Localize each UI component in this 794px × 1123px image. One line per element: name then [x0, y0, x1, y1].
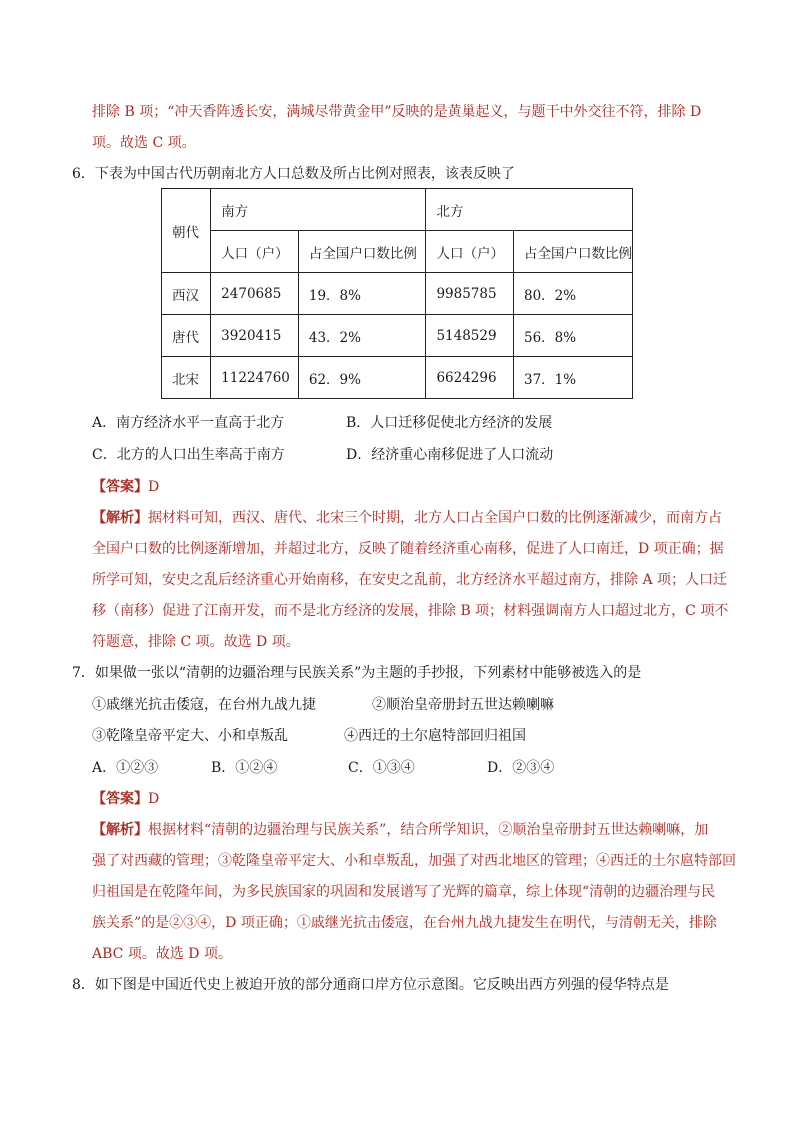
analysis-text: ABC 项。故选 D 项。 [92, 946, 232, 962]
table-cell: 唐代 [162, 315, 211, 357]
option-b: B．人口迁移促使北方经济的发展 [346, 415, 553, 431]
answer-value: D [148, 479, 160, 495]
analysis-text-segment: 根据材料“清朝的边疆治理与民族关系”，结合所学知识，②顺治皇帝册封五世达赖喇嘛，加 [148, 822, 709, 838]
option-d: D．②③④ [487, 760, 555, 776]
table-row [162, 357, 633, 399]
analysis-tag: 【解析】 [92, 510, 148, 526]
option-c: C．北方的人口出生率高于南方 [92, 447, 285, 463]
analysis-text [92, 508, 722, 528]
table-cell: 2470685 [211, 273, 299, 315]
question-8-stem: 8．如下图是中国近代史上被迫开放的部分通商口岸方位示意图。它反映出西方列强的侵华特点是 [72, 977, 669, 993]
analysis-text: 所学可知，安史之乱后经济重心开始南移，在安史之乱前，北方经济水平超过南方，排除 A 项；人口迁 [92, 572, 728, 588]
analysis-text-segment: 据材料可知，西汉、唐代、北宋三个时期，北方人口占全国户口数的比例逐渐减少，而南方占 [148, 510, 722, 526]
analysis-text-segment: 强了对西藏的管理； [92, 853, 218, 869]
question-7-stem: 7．如果做一张以“清朝的边疆治理与民族关系”为主题的手抄报，下列素材中能够被选入的是 [72, 665, 642, 681]
table-subheader-south-ratio: 占全国户口数比例 [298, 231, 426, 273]
option-a: A．①②③ [92, 760, 159, 776]
answer-value: D [148, 791, 160, 807]
analysis-text [92, 851, 736, 871]
table-header-south: 南方 [211, 189, 426, 231]
option-a: A．南方经济水平一直高于北方 [92, 415, 285, 431]
table-cell: 9985785 [426, 273, 514, 315]
table-header-north: 北方 [426, 189, 633, 231]
analysis-text: 符题意，排除 C 项。故选 D 项。 [92, 634, 300, 650]
answer-tag: 【答案】 [92, 479, 148, 495]
table-cell: 6624296 [426, 357, 514, 399]
table-cell: 3920415 [211, 315, 299, 357]
table-cell: 56．8% [514, 315, 633, 357]
material-item-3: ③乾隆皇帝平定大、小和卓叛乱 [92, 728, 288, 744]
option-b: B．①②④ [211, 760, 278, 776]
table-cell: 11224760 [211, 357, 299, 399]
analysis-text [92, 820, 708, 840]
option-c: C．①③④ [348, 760, 415, 776]
table-cell: 37．1% [514, 357, 633, 399]
analysis-text-segment: ③乾隆皇帝平定大、小和卓叛乱，加强了对西北地区的管理；④西迁的土尔扈特部回 [218, 853, 736, 869]
analysis-text: 全国户口数的比例逐渐增加，并超过北方，反映了随着经济重心南移，促进了人口南迁，D 项正确；据 [92, 541, 724, 557]
table-header-dynasty: 朝代 [162, 189, 211, 273]
analysis-text-segment: 族关系”的是②③④，D 项正确； [92, 915, 297, 931]
table-cell: 62．9% [298, 357, 426, 399]
material-item-2: ②顺治皇帝册封五世达赖喇嘛 [372, 697, 554, 713]
table-subheader-north-pop: 人口（户） [426, 231, 514, 273]
analysis-text: 项。故选 C 项。 [92, 135, 196, 151]
table-row [162, 315, 633, 357]
analysis-text [92, 913, 717, 933]
table-cell: 北宋 [162, 357, 211, 399]
table-cell: 19．8% [298, 273, 426, 315]
table-cell: 43．2% [298, 315, 426, 357]
analysis-text: 移（南移）促进了江南开发，而不是北方经济的发展，排除 B 项；材料强调南方人口超过北方，C 项不 [92, 603, 729, 619]
option-d: D．经济重心南移促进了人口流动 [346, 447, 554, 463]
analysis-text-segment: ①戚继光抗击倭寇，在台州九战九捷发生在明代，与清朝无关，排除 [296, 915, 717, 931]
analysis-text: 排除 B 项；“冲天香阵透长安，满城尽带黄金甲”反映的是黄巢起义，与题干中外交往不符，排除 D [92, 104, 702, 120]
material-item-4: ④西迁的土尔扈特部回归祖国 [344, 728, 526, 744]
analysis-text [92, 882, 715, 902]
analysis-text-segment: 归祖国是在乾隆年间，为多民族国家的巩固和发展谱写了光辉的篇章，综上体现 [92, 884, 582, 900]
table-subheader-north-ratio: 占全国户口数比例 [514, 231, 633, 273]
table-row [162, 273, 633, 315]
answer-line [92, 789, 159, 809]
answer-line [92, 477, 159, 497]
analysis-text-segment: “清朝的边疆治理与民 [582, 884, 716, 900]
analysis-tag: 【解析】 [92, 822, 148, 838]
table-cell: 西汉 [162, 273, 211, 315]
table-subheader-south-pop: 人口（户） [211, 231, 299, 273]
table-cell: 5148529 [426, 315, 514, 357]
question-6-stem: 6．下表为中国古代历朝南北方人口总数及所占比例对照表，该表反映了 [72, 166, 515, 182]
population-table [161, 188, 633, 399]
table-cell: 80．2% [514, 273, 633, 315]
answer-tag: 【答案】 [92, 791, 148, 807]
material-item-1: ①戚继光抗击倭寇，在台州九战九捷 [92, 697, 316, 713]
